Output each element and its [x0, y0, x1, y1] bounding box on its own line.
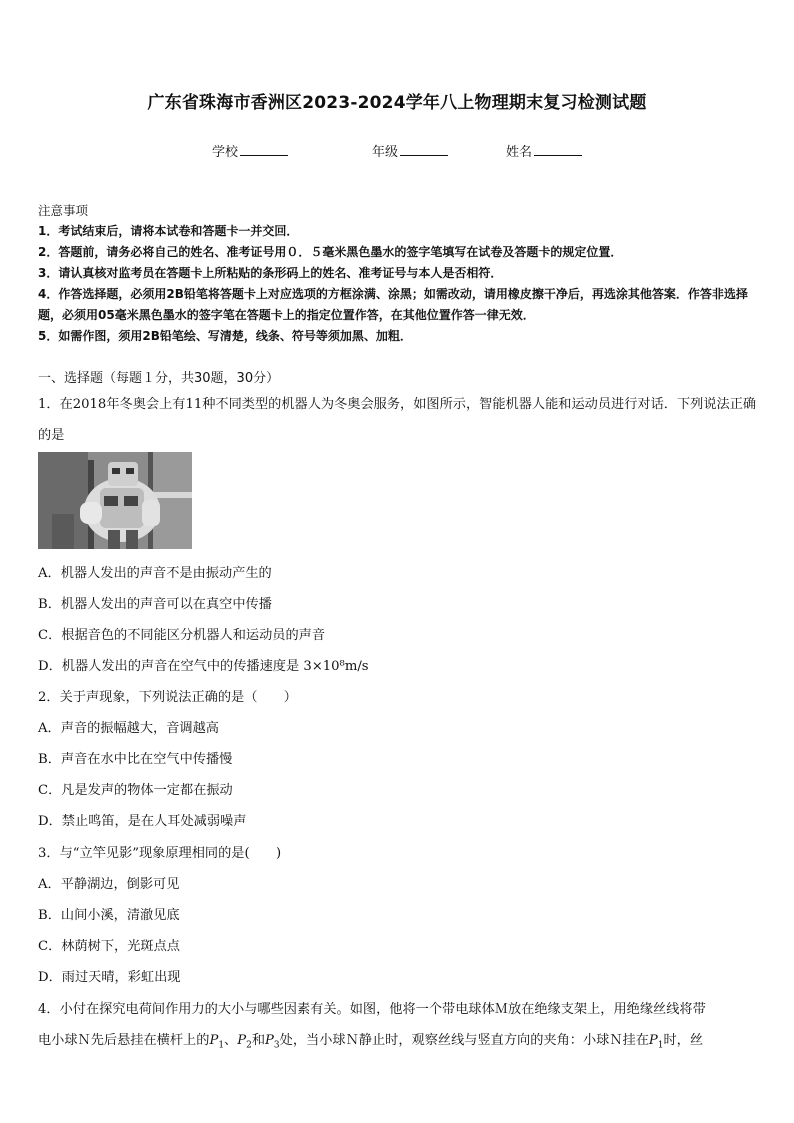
name-field: [506, 141, 582, 160]
page-title: 广东省珠海市香洲区2023-2024学年八上物理期末复习检测试题: [147, 93, 647, 113]
school-blank: [240, 143, 288, 156]
point-subscript: 2: [246, 1040, 252, 1051]
school-field: [212, 141, 288, 160]
notice-item: 3．请认真核对监考员在答题卡上所粘贴的条形码上的姓名、准考证号与本人是否相符．: [38, 266, 503, 280]
grade-blank: [400, 143, 448, 156]
grade-label: 年级: [372, 145, 399, 160]
point-subscript: 3: [273, 1040, 280, 1051]
question-3-option-c: C．林荫树下，光斑点点: [38, 939, 180, 954]
question-1-option-b: B．机器人发出的声音可以在真空中传播: [38, 597, 272, 612]
notice-item: 4．作答选择题，必须用2B铅笔将答题卡上对应选项的方框涂满、涂黑；如需改动，请用橡皮擦干净后，再选涂其他答案．作答非选择题，必须用05毫米黑色墨水的签字笔在答题卡上的指定位置作答，在其他位置作答一律无效．: [38, 287, 748, 322]
point-label: P: [237, 1033, 247, 1048]
question-1-stem: 1．在2018年冬奥会上有11种不同类型的机器人为冬奥会服务，如图所示，智能机器人能和运动员进行对话．下列说法正确的是: [38, 397, 757, 443]
question-4-text: 电小球Ｎ先后悬挂在横杆上的: [38, 1033, 210, 1048]
separator: 和: [251, 1033, 266, 1048]
point-label: P: [648, 1033, 658, 1048]
name-blank: [534, 143, 582, 156]
question-4-line-1: 4．小付在探究电荷间作用力的大小与哪些因素有关。如图，他将一个带电球体Ｍ放在绝缘支架上，用绝缘丝线将带: [38, 1002, 706, 1017]
point-label: P: [265, 1033, 274, 1048]
question-3-option-d: D．雨过天晴，彩虹出现: [38, 970, 181, 985]
section-heading: 一、选择题（每题１分，共30题，30分）: [38, 371, 280, 386]
question-1-option-c: C．根据音色的不同能区分机器人和运动员的声音: [38, 628, 326, 643]
robot-photo: [38, 452, 192, 549]
notice-heading: 注意事项: [38, 203, 89, 218]
name-label: 姓名: [506, 145, 533, 160]
notice-block: [38, 200, 758, 347]
notice-item: 5．如需作图，须用2B铅笔绘、写清楚，线条、符号等须加黑、加粗．: [38, 329, 412, 343]
question-3-option-a: A．平静湖边，倒影可见: [38, 877, 180, 892]
question-2-option-c: C．凡是发声的物体一定都在振动: [38, 783, 233, 798]
school-label: 学校: [212, 145, 239, 160]
question-2-option-d: D．禁止鸣笛，是在人耳处减弱噪声: [38, 814, 247, 829]
notice-item: 2．答题前，请务必将自己的姓名、准考证号用０．５毫米黑色墨水的签字笔填写在试卷及答题卡的规定位置．: [38, 245, 623, 259]
question-1-option-d: D．机器人发出的声音在空气中的传播速度是 3×10⁸m/s: [38, 659, 369, 674]
notice-item: 1．考试结束后，请将本试卷和答题卡一并交回．: [38, 224, 299, 238]
question-4-text: 时，丝: [663, 1033, 704, 1048]
separator: 、: [224, 1033, 238, 1048]
question-3-stem: 3．与“立竿见影”现象原理相同的是( ): [38, 846, 282, 861]
grade-field: [372, 141, 448, 160]
question-2-option-a: A．声音的振幅越大，音调越高: [38, 721, 219, 736]
question-4-text: 处，当小球Ｎ静止时，观察丝线与竖直方向的夹角：小球Ｎ挂在: [279, 1033, 649, 1048]
question-2-option-b: B．声音在水中比在空气中传播慢: [38, 752, 233, 767]
question-3-option-b: B．山间小溪，清澈见底: [38, 908, 180, 923]
point-subscript: 1: [218, 1040, 225, 1051]
question-2-stem: 2．关于声现象，下列说法正确的是（ ）: [38, 690, 297, 705]
point-subscript: 1: [657, 1040, 664, 1051]
question-1-option-a: A．机器人发出的声音不是由振动产生的: [38, 566, 272, 581]
point-label: P: [209, 1033, 219, 1048]
question-4-line-2: [38, 1029, 703, 1051]
